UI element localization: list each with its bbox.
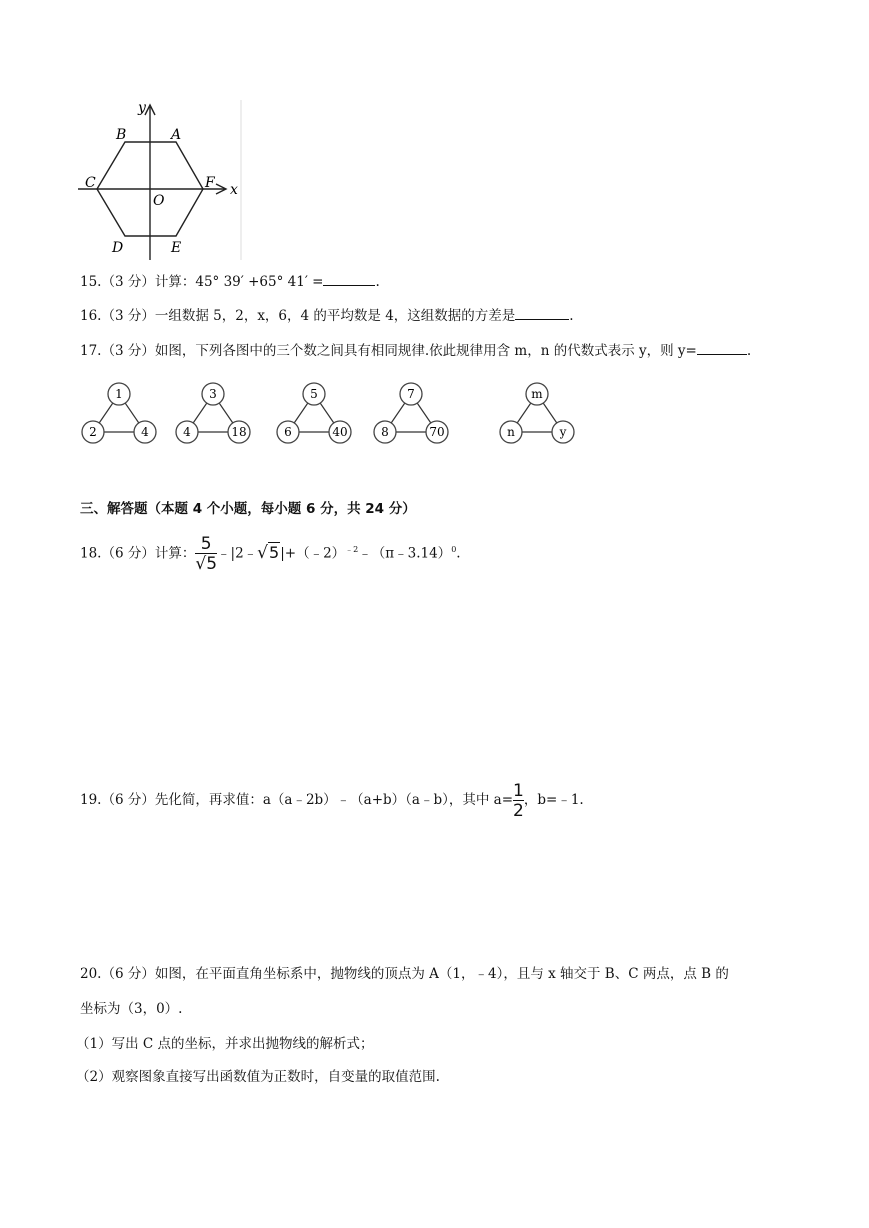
triangle-1-left: 2 <box>89 425 97 439</box>
question-16 <box>80 305 574 326</box>
triangle-figure-2 <box>176 383 250 443</box>
triangle-4-right: 70 <box>429 425 445 439</box>
triangle-3-left: 6 <box>284 425 292 439</box>
triangle-figure-1 <box>82 383 156 443</box>
q18-part3: ﹣（π﹣3.14） <box>358 545 452 562</box>
question-20-sub-1: （1）写出 C 点的坐标，并求出抛物线的解析式； <box>76 1036 374 1052</box>
q16-text: 16.（3 分）一组数据 5，2，x，6，4 的平均数是 4，这组数据的方差是 <box>80 308 516 324</box>
label-F: F <box>205 175 215 191</box>
q19-frac-num: 1 <box>513 780 524 801</box>
question-17 <box>80 340 751 361</box>
triangle-number-patterns <box>75 378 595 450</box>
q15-answer-blank[interactable] <box>323 271 375 286</box>
q19-end: ，b=﹣1. <box>523 792 584 808</box>
question-20-line-1: 20.（6 分）如图，在平面直角坐标系中，抛物线的顶点为 A（1，﹣4），且与 x 轴交于 B、C 两点，点 B 的 <box>80 966 729 982</box>
triangle-1-top: 1 <box>115 387 123 401</box>
question-15 <box>80 271 380 292</box>
q19-text: 19.（6 分）先化简，再求值：a（a﹣2b）﹣（a+b）（a﹣b），其中 a= <box>80 792 514 808</box>
triangle-5-right: y <box>559 425 567 439</box>
triangle-5-left: n <box>507 425 515 439</box>
q18-exp2: 0 <box>451 545 457 554</box>
label-O: O <box>153 193 165 209</box>
sqrt-icon: √ <box>257 542 269 563</box>
q16-answer-blank[interactable] <box>515 305 569 320</box>
q18-sqrt-val: 5 <box>269 542 280 562</box>
triangle-2-top: 3 <box>209 387 217 401</box>
q15-text: 15.（3 分）计算：45° 39′ +65° 41′ = <box>80 274 324 290</box>
label-D: D <box>112 240 124 256</box>
q17-answer-blank[interactable] <box>697 340 747 355</box>
q18-exp1: ﹣2 <box>345 545 359 554</box>
sqrt-icon: √ <box>195 554 207 574</box>
q18-frac-den: 5 <box>206 554 218 574</box>
q18-prefix: 18.（6 分）计算： <box>80 545 196 562</box>
label-C: C <box>85 175 96 191</box>
triangle-3-top: 5 <box>310 387 318 401</box>
triangle-5-top: m <box>531 387 543 401</box>
q19-fraction <box>513 782 524 820</box>
q18-end: . <box>456 545 461 562</box>
q17-end: . <box>746 343 752 359</box>
triangle-figure-5 <box>500 383 574 443</box>
question-20-line-2: 坐标为（3，0）. <box>80 1001 183 1017</box>
question-19 <box>80 778 584 822</box>
question-20-sub-2: （2）观察图象直接写出函数值为正数时，自变量的取值范围. <box>76 1069 440 1085</box>
q18-part2: |+（﹣2） <box>280 545 346 562</box>
triangle-4-top: 7 <box>407 387 415 401</box>
q17-text: 17.（3 分）如图，下列各图中的三个数之间具有相同规律.依此规律用含 m，n 的代数式表示 y，则 y= <box>80 343 697 359</box>
section-3-title: 三、解答题（本题 4 个小题，每小题 6 分，共 24 分） <box>80 501 416 517</box>
triangle-3-right: 40 <box>332 425 348 439</box>
q18-frac-num: 5 <box>200 534 212 554</box>
triangle-2-right: 18 <box>231 425 247 439</box>
question-18 <box>80 528 461 576</box>
label-A: A <box>171 127 182 143</box>
q15-end: . <box>375 274 380 290</box>
triangle-figure-3 <box>277 383 351 443</box>
triangle-4-left: 8 <box>381 425 389 439</box>
label-x: x <box>230 182 238 198</box>
hexagon-coordinate-figure <box>70 95 250 265</box>
q18-fraction <box>195 535 217 573</box>
triangle-figure-4 <box>374 383 448 443</box>
q18-sqrt <box>257 531 280 576</box>
triangle-1-right: 4 <box>141 425 149 439</box>
q16-end: . <box>569 308 574 324</box>
label-E: E <box>171 240 182 256</box>
label-B: B <box>116 127 127 143</box>
triangle-2-left: 4 <box>183 425 191 439</box>
q18-part1: ﹣|2﹣ <box>217 545 258 562</box>
label-y: y <box>138 100 146 116</box>
q19-frac-den: 2 <box>513 800 524 821</box>
